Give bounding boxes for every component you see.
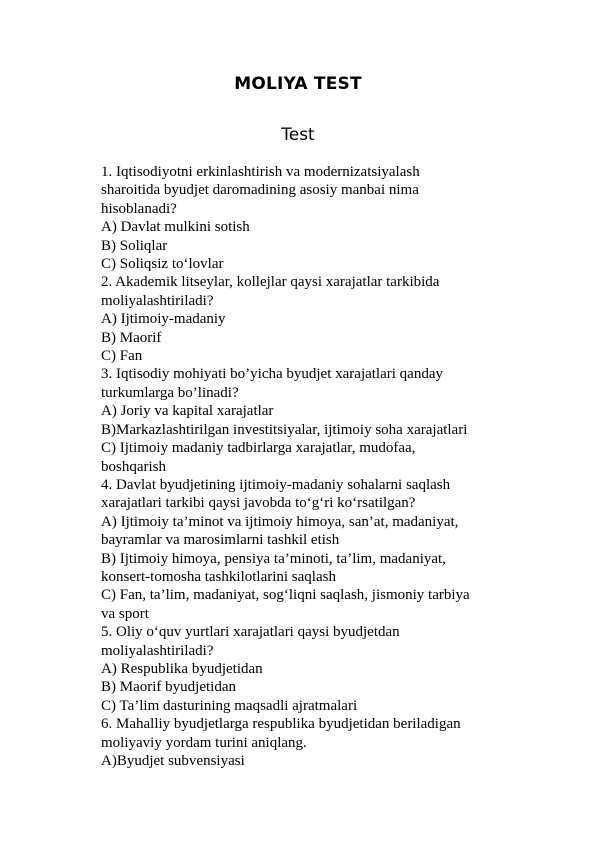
answer-option-line: C) Soliqsiz to‘lovlar	[101, 256, 224, 273]
document-title: MOLIYA TEST	[234, 74, 362, 94]
text-line: moliyalashtiriladi?	[101, 642, 214, 659]
question-line: 5. Oliy o‘quv yurtlari xarajatlari qaysi byudjetdan	[101, 624, 400, 641]
text-line: moliyaviy yordam turini aniqlang.	[101, 734, 307, 751]
text-line: bayramlar va marosimlarni tashkil etish	[101, 532, 340, 549]
text-line: xarajatlari tarkibi qaysi javobda to‘g‘ri ko‘rsatilgan?	[101, 495, 416, 512]
answer-option-line: B) Ijtimoiy himoya, pensiya ta’minoti, ta’lim, madaniyat,	[101, 550, 446, 567]
document-subtitle: Test	[281, 125, 315, 145]
answer-option-line: A) Davlat mulkini sotish	[101, 219, 250, 236]
answer-option-line: A) Respublika byudjetidan	[101, 660, 263, 677]
test-questions-body	[101, 163, 501, 770]
answer-option-line: A) Ijtimoiy ta’minot va ijtimoiy himoya, san’at, madaniyat,	[101, 513, 459, 530]
answer-option-line: C) Fan	[101, 348, 143, 365]
text-line: konsert-tomosha tashkilotlarini saqlash	[101, 568, 336, 585]
question-line: 1. Iqtisodiyotni erkinlashtirish va modernizatsiyalash	[101, 164, 420, 180]
answer-option-line: C) Ijtimoiy madaniy tadbirlarga xarajatlar, mudofaa,	[101, 440, 416, 457]
answer-option-line: A)Byudjet subvensiyasi	[101, 753, 245, 769]
answer-option-line: B) Maorif	[101, 329, 162, 346]
text-line: hisoblanadi?	[101, 200, 177, 217]
answer-option-line: C) Fan, ta’lim, madaniyat, sog‘liqni saqlash, jismoniy tarbiya	[101, 587, 470, 604]
text-line: boshqarish	[101, 458, 166, 475]
answer-option-line: B)Markazlashtirilgan investitsiyalar, ijtimoiy soha xarajatlari	[101, 421, 468, 438]
answer-option-line: B) Maorif byudjetidan	[101, 679, 236, 696]
answer-option-line: B) Soliqlar	[101, 237, 168, 254]
answer-option-line: C) Ta’lim dasturining maqsadli ajratmalari	[101, 697, 358, 714]
question-line: 3. Iqtisodiy mohiyati bo’yicha byudjet xarajatlari qanday	[101, 366, 443, 383]
answer-option-line: A) Joriy va kapital xarajatlar	[101, 403, 274, 420]
answer-option-line: A) Ijtimoiy-madaniy	[101, 311, 226, 328]
question-line: 2. Akademik litseylar, kollejlar qaysi xarajatlar tarkibida	[101, 274, 440, 291]
text-line: moliyalashtiriladi?	[101, 292, 214, 309]
text-line: sharoitida byudjet daromadining asosiy manbai nima	[101, 182, 419, 199]
question-line: 6. Mahalliy byudjetlarga respublika byudjetidan beriladigan	[101, 716, 461, 733]
text-line: va sport	[101, 605, 149, 622]
question-line: 4. Davlat byudjetining ijtimoiy-madaniy sohalarni saqlash	[101, 476, 451, 493]
text-line: turkumlarga bo’linadi?	[101, 384, 239, 401]
